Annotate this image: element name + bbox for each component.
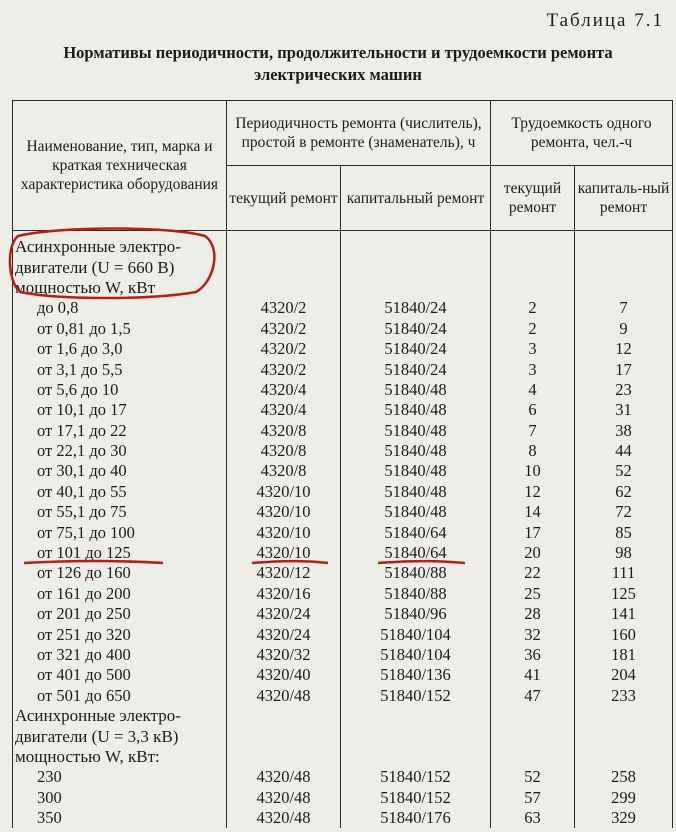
table-number: Таблица 7.1 bbox=[546, 10, 664, 31]
cell-labor-capital: 38 bbox=[575, 421, 673, 441]
table-row bbox=[13, 482, 673, 502]
cell-power-range: от 161 до 200 bbox=[13, 584, 227, 604]
cell-current-periodicity: 4320/48 bbox=[227, 767, 341, 787]
header-periodicity: Периодичность ремонта (числитель), простой в ремонте (знаменатель), ч bbox=[227, 101, 491, 166]
cell-current-periodicity: 4320/2 bbox=[227, 359, 341, 379]
cell-current-periodicity: 4320/40 bbox=[227, 665, 341, 685]
title-line-1: Нормативы периодичности, продолжительности и трудоемкости ремонта bbox=[63, 43, 613, 62]
cell-capital-periodicity: 51840/24 bbox=[341, 319, 491, 339]
cell-capital-periodicity: 51840/64 bbox=[341, 522, 491, 542]
cell-capital-periodicity: 51840/104 bbox=[341, 645, 491, 665]
header-capital-repair: капитальный ремонт bbox=[341, 166, 491, 231]
cell-capital-periodicity: 51840/104 bbox=[341, 624, 491, 644]
cell-labor-capital: 23 bbox=[575, 380, 673, 400]
section-1-line-1: Асинхронные электро- bbox=[13, 237, 227, 257]
cell-labor-capital: 299 bbox=[575, 788, 673, 808]
cell-labor-capital: 17 bbox=[575, 359, 673, 379]
cell-labor-current: 47 bbox=[491, 686, 575, 706]
cell-labor-capital: 44 bbox=[575, 441, 673, 461]
cell-labor-capital: 233 bbox=[575, 686, 673, 706]
cell-power-range: от 126 до 160 bbox=[13, 563, 227, 583]
cell-labor-current: 20 bbox=[491, 543, 575, 563]
cell-labor-capital: 160 bbox=[575, 624, 673, 644]
section-1-line-2: двигатели (U = 660 В) bbox=[13, 257, 227, 277]
cell-labor-current: 3 bbox=[491, 339, 575, 359]
cell-capital-periodicity: 51840/48 bbox=[341, 502, 491, 522]
cell-labor-capital: 258 bbox=[575, 767, 673, 787]
cell-capital-periodicity: 51840/24 bbox=[341, 359, 491, 379]
cell-capital-periodicity: 51840/152 bbox=[341, 788, 491, 808]
cell-capital-periodicity: 51840/152 bbox=[341, 686, 491, 706]
table-row bbox=[13, 624, 673, 644]
cell-labor-current: 14 bbox=[491, 502, 575, 522]
cell-power-range: от 22,1 до 30 bbox=[13, 441, 227, 461]
cell-power-range: 230 bbox=[13, 767, 227, 787]
cell-current-periodicity: 4320/10 bbox=[227, 502, 341, 522]
norms-table bbox=[12, 100, 673, 828]
table-row bbox=[13, 461, 673, 481]
cell-labor-current: 52 bbox=[491, 767, 575, 787]
cell-power-range: от 401 до 500 bbox=[13, 665, 227, 685]
cell-current-periodicity: 4320/2 bbox=[227, 298, 341, 318]
table-row bbox=[13, 421, 673, 441]
cell-capital-periodicity: 51840/96 bbox=[341, 604, 491, 624]
table-row bbox=[13, 563, 673, 583]
cell-current-periodicity: 4320/2 bbox=[227, 319, 341, 339]
cell-current-periodicity: 4320/8 bbox=[227, 461, 341, 481]
cell-current-periodicity: 4320/8 bbox=[227, 421, 341, 441]
cell-labor-current: 4 bbox=[491, 380, 575, 400]
cell-power-range: от 10,1 до 17 bbox=[13, 400, 227, 420]
cell-capital-periodicity: 51840/24 bbox=[341, 339, 491, 359]
table-row bbox=[13, 319, 673, 339]
cell-power-range: от 1,6 до 3,0 bbox=[13, 339, 227, 359]
cell-power-range: от 17,1 до 22 bbox=[13, 421, 227, 441]
table-row bbox=[13, 522, 673, 542]
cell-labor-capital: 181 bbox=[575, 645, 673, 665]
cell-labor-current: 2 bbox=[491, 298, 575, 318]
table-row bbox=[13, 665, 673, 685]
table-row bbox=[13, 441, 673, 461]
cell-current-periodicity: 4320/10 bbox=[227, 522, 341, 542]
cell-capital-periodicity: 51840/64 bbox=[341, 543, 491, 563]
cell-labor-capital: 125 bbox=[575, 584, 673, 604]
cell-labor-capital: 111 bbox=[575, 563, 673, 583]
cell-labor-current: 10 bbox=[491, 461, 575, 481]
header-current-repair: текущий ремонт bbox=[227, 166, 341, 231]
cell-power-range: от 55,1 до 75 bbox=[13, 502, 227, 522]
table-row bbox=[13, 767, 673, 787]
cell-current-periodicity: 4320/10 bbox=[227, 482, 341, 502]
cell-power-range: до 0,8 bbox=[13, 298, 227, 318]
cell-current-periodicity: 4320/16 bbox=[227, 584, 341, 604]
cell-labor-current: 17 bbox=[491, 522, 575, 542]
header-labor: Трудоемкость одного ремонта, чел.-ч bbox=[491, 101, 673, 166]
cell-labor-current: 7 bbox=[491, 421, 575, 441]
cell-current-periodicity: 4320/24 bbox=[227, 624, 341, 644]
cell-labor-capital: 98 bbox=[575, 543, 673, 563]
cell-capital-periodicity: 51840/48 bbox=[341, 482, 491, 502]
header-labor-current: текущий ремонт bbox=[491, 166, 575, 231]
cell-power-range: 300 bbox=[13, 788, 227, 808]
cell-power-range: от 3,1 до 5,5 bbox=[13, 359, 227, 379]
cell-labor-current: 36 bbox=[491, 645, 575, 665]
cell-current-periodicity: 4320/32 bbox=[227, 645, 341, 665]
cell-labor-capital: 9 bbox=[575, 319, 673, 339]
cell-power-range: от 0,81 до 1,5 bbox=[13, 319, 227, 339]
cell-capital-periodicity: 51840/48 bbox=[341, 400, 491, 420]
cell-capital-periodicity: 51840/136 bbox=[341, 665, 491, 685]
cell-labor-current: 2 bbox=[491, 319, 575, 339]
cell-power-range: от 251 до 320 bbox=[13, 624, 227, 644]
cell-current-periodicity: 4320/4 bbox=[227, 400, 341, 420]
cell-power-range: от 75,1 до 100 bbox=[13, 522, 227, 542]
cell-current-periodicity: 4320/48 bbox=[227, 788, 341, 808]
section-2-line-3: мощностью W, кВт: bbox=[13, 747, 227, 767]
cell-power-range: от 101 до 125 bbox=[13, 543, 227, 563]
cell-labor-current: 63 bbox=[491, 808, 575, 828]
table-header bbox=[13, 101, 673, 231]
header-equipment-name: Наименование, тип, марка и краткая техническая характеристика оборудования bbox=[13, 101, 227, 231]
cell-power-range: от 40,1 до 55 bbox=[13, 482, 227, 502]
cell-capital-periodicity: 51840/88 bbox=[341, 584, 491, 604]
table-row bbox=[13, 502, 673, 522]
cell-labor-capital: 7 bbox=[575, 298, 673, 318]
cell-current-periodicity: 4320/2 bbox=[227, 339, 341, 359]
cell-labor-current: 28 bbox=[491, 604, 575, 624]
cell-power-range: от 30,1 до 40 bbox=[13, 461, 227, 481]
table-row bbox=[13, 808, 673, 828]
cell-capital-periodicity: 51840/48 bbox=[341, 421, 491, 441]
table-row bbox=[13, 543, 673, 563]
cell-labor-capital: 62 bbox=[575, 482, 673, 502]
cell-labor-current: 12 bbox=[491, 482, 575, 502]
cell-labor-current: 25 bbox=[491, 584, 575, 604]
cell-capital-periodicity: 51840/88 bbox=[341, 563, 491, 583]
table-row bbox=[13, 400, 673, 420]
cell-current-periodicity: 4320/10 bbox=[227, 543, 341, 563]
cell-current-periodicity: 4320/12 bbox=[227, 563, 341, 583]
cell-current-periodicity: 4320/48 bbox=[227, 808, 341, 828]
cell-labor-capital: 12 bbox=[575, 339, 673, 359]
cell-labor-capital: 52 bbox=[575, 461, 673, 481]
cell-capital-periodicity: 51840/48 bbox=[341, 441, 491, 461]
cell-labor-capital: 141 bbox=[575, 604, 673, 624]
table-title bbox=[0, 42, 676, 86]
table-row bbox=[13, 645, 673, 665]
cell-capital-periodicity: 51840/176 bbox=[341, 808, 491, 828]
cell-power-range: от 5,6 до 10 bbox=[13, 380, 227, 400]
table-row bbox=[13, 380, 673, 400]
cell-labor-current: 32 bbox=[491, 624, 575, 644]
cell-capital-periodicity: 51840/48 bbox=[341, 380, 491, 400]
cell-labor-capital: 31 bbox=[575, 400, 673, 420]
section-1-line-3: мощностью W, кВт bbox=[13, 278, 227, 298]
cell-labor-current: 57 bbox=[491, 788, 575, 808]
cell-labor-capital: 72 bbox=[575, 502, 673, 522]
cell-capital-periodicity: 51840/24 bbox=[341, 298, 491, 318]
cell-current-periodicity: 4320/4 bbox=[227, 380, 341, 400]
section-2-line-2: двигатели (U = 3,3 кВ) bbox=[13, 726, 227, 746]
cell-labor-current: 22 bbox=[491, 563, 575, 583]
cell-labor-current: 8 bbox=[491, 441, 575, 461]
header-labor-capital: капиталь-ный ремонт bbox=[575, 166, 673, 231]
cell-power-range: от 201 до 250 bbox=[13, 604, 227, 624]
cell-labor-capital: 329 bbox=[575, 808, 673, 828]
cell-power-range: от 501 до 650 bbox=[13, 686, 227, 706]
section-2-line-1: Асинхронные электро- bbox=[13, 706, 227, 726]
cell-power-range: 350 bbox=[13, 808, 227, 828]
table-row bbox=[13, 686, 673, 706]
table-row bbox=[13, 604, 673, 624]
table-row bbox=[13, 298, 673, 318]
cell-current-periodicity: 4320/8 bbox=[227, 441, 341, 461]
cell-labor-current: 6 bbox=[491, 400, 575, 420]
table-row bbox=[13, 788, 673, 808]
table-row bbox=[13, 339, 673, 359]
cell-labor-current: 41 bbox=[491, 665, 575, 685]
cell-capital-periodicity: 51840/152 bbox=[341, 767, 491, 787]
cell-capital-periodicity: 51840/48 bbox=[341, 461, 491, 481]
cell-power-range: от 321 до 400 bbox=[13, 645, 227, 665]
table-body bbox=[13, 231, 673, 829]
cell-current-periodicity: 4320/48 bbox=[227, 686, 341, 706]
table-row bbox=[13, 584, 673, 604]
cell-current-periodicity: 4320/24 bbox=[227, 604, 341, 624]
cell-labor-capital: 204 bbox=[575, 665, 673, 685]
cell-labor-current: 3 bbox=[491, 359, 575, 379]
title-line-2: электрических машин bbox=[254, 65, 422, 84]
table-row bbox=[13, 359, 673, 379]
cell-labor-capital: 85 bbox=[575, 522, 673, 542]
